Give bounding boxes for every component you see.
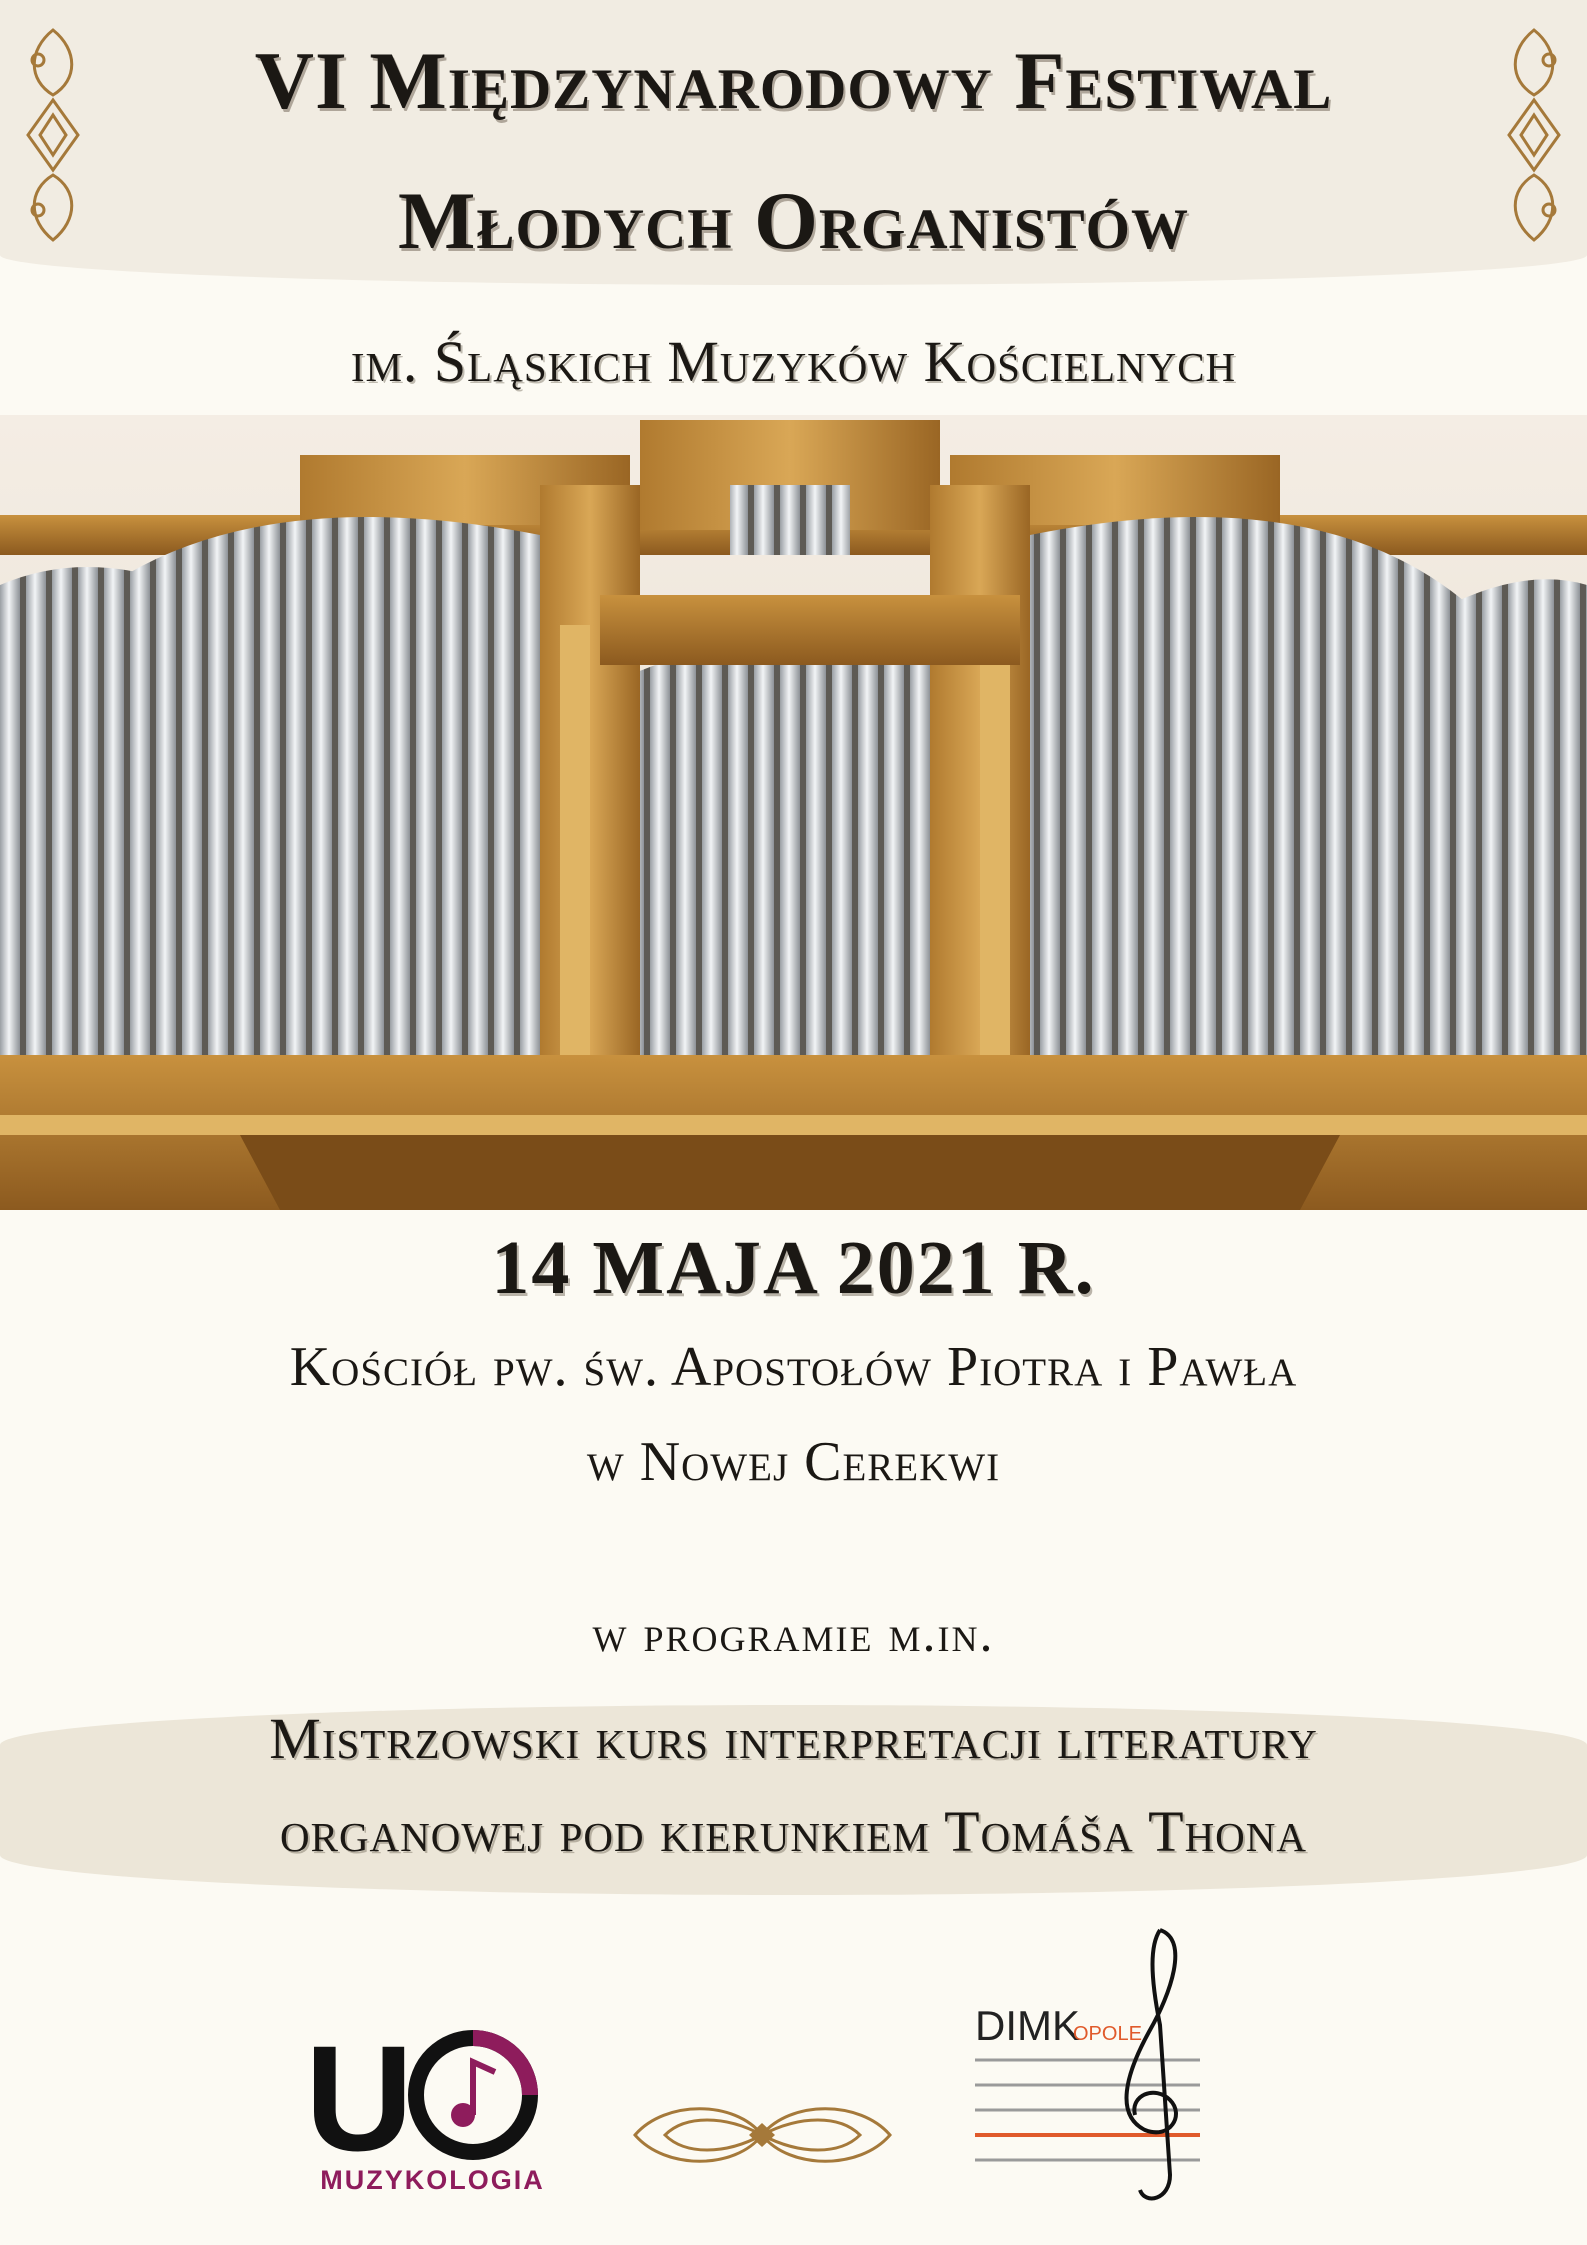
dimk-city: OPOLE: [1073, 2023, 1142, 2045]
venue-line1: Kościół pw. św. Apostołów Piotra i Pawła: [289, 1336, 1298, 1398]
uo-muzykologia-logo: [305, 1990, 560, 2195]
flourish-ornament-icon: [625, 2085, 900, 2185]
dimk-text: DIMK: [975, 2002, 1080, 2049]
event-date: 14 MAJA 2021 R.: [491, 1226, 1096, 1310]
course-line1: Mistrzowski kurs interpretacji literatury: [269, 1706, 1318, 1771]
dimk-opole-logo: [955, 1915, 1235, 2215]
festival-subtitle: im. Śląskich Muzyków Kościelnych: [350, 329, 1237, 394]
course-line2: organowej pod kierunkiem Tomáša Thona: [279, 1799, 1308, 1864]
festival-title-line1: VI Międzynarodowy Festiwal: [254, 35, 1333, 126]
uo-letter: U: [305, 2014, 414, 2165]
festival-title-line2: Młodych Organistów: [398, 175, 1189, 266]
venue-line2: w Nowej Cerekwi: [586, 1431, 1001, 1493]
organ-photo: [0, 415, 1587, 1210]
treble-clef-icon: [1126, 1930, 1175, 2198]
program-intro: w programie m.in.: [592, 1606, 995, 1663]
uo-logo-mark-icon: [305, 1990, 560, 2165]
uo-caption: MUZYKOLOGIA: [320, 2165, 545, 2195]
